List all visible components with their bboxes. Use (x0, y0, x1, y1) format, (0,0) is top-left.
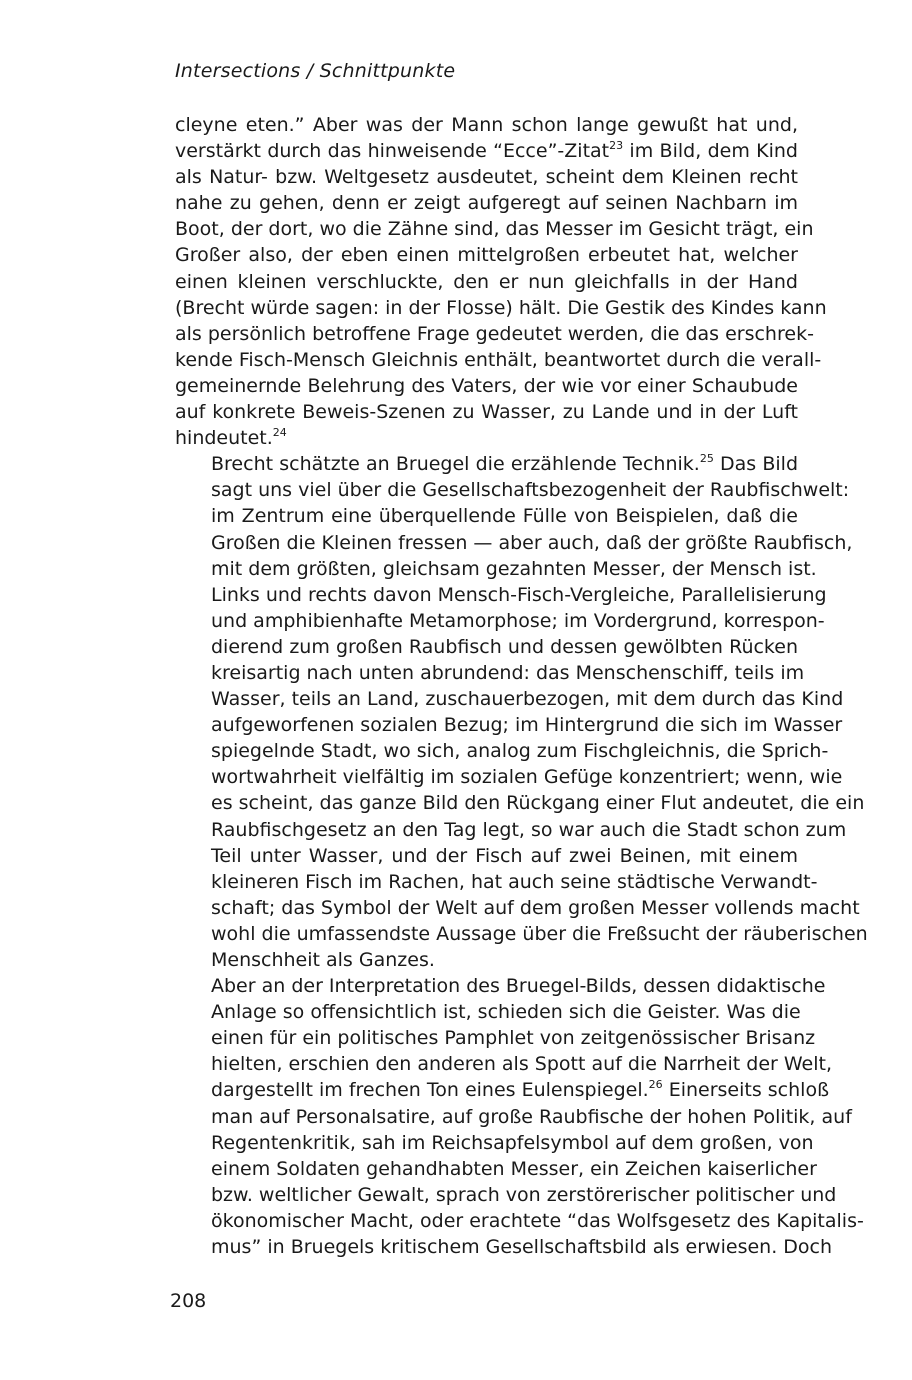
text-line (175, 921, 868, 947)
text-run: hielten, erschien den anderen als Spott auf die Narrheit der Welt, (211, 1053, 832, 1076)
text-run: im Zentrum eine überquellende Fülle von Beispielen, daß die (211, 505, 798, 528)
text-run: aufgeworfenen sozialen Bezug; im Hintergrund die sich im Wasser (211, 714, 843, 737)
text-line (175, 242, 798, 268)
text-run: Menschheit als Ganzes. (211, 949, 435, 971)
text-run: kreisartig nach unten abrundend: das Menschenschiff, teils im (211, 661, 805, 684)
text-line (175, 425, 798, 451)
text-line (175, 295, 827, 321)
text-line (175, 973, 826, 999)
text-line (175, 582, 827, 608)
text-line (175, 477, 850, 503)
text-run: kleineren Fisch im Rachen, hat auch seine städtische Verwandt- (211, 870, 818, 893)
text-line (175, 451, 798, 477)
text-run: gemeinernde Belehrung des Vaters, der wie vor einer Schaubude (175, 374, 798, 397)
text-run: als persönlich betroffene Frage gedeutet werden, die das erschrek- (175, 322, 814, 345)
text-run: cleyne eten.” Aber was der Mann schon lange gewußt hat und, (175, 114, 798, 136)
text-run: (Brecht würde sagen: in der Flosse) hält. Die Gestik des Kindes kann (175, 296, 827, 319)
text-line (175, 608, 825, 634)
text-line (175, 190, 798, 216)
text-line (175, 1130, 814, 1156)
footnote-ref: 24 (272, 425, 287, 439)
text-line (175, 347, 822, 373)
text-line (175, 738, 829, 764)
text-line (175, 556, 817, 582)
text-line (175, 1051, 832, 1077)
text-run: einem Soldaten gehandhabten Messer, ein Zeichen kaiserlicher (211, 1157, 817, 1180)
text-line (175, 503, 798, 529)
text-run: einen kleinen verschluckte, den er nun gleichfalls in der Hand (175, 270, 798, 293)
text-line (175, 1077, 830, 1103)
text-run: schaft; das Symbol der Welt auf dem großen Messer vollends macht (211, 896, 860, 919)
text-run: man auf Personalsatire, auf große Raubfische der hohen Politik, auf (211, 1105, 852, 1128)
text-run: ökonomischer Macht, oder erachtete “das Wolfsgesetz des Kapitalis- (211, 1209, 864, 1232)
text-run: Wasser, teils an Land, zuschauerbezogen, mit dem durch das Kind (211, 688, 844, 711)
text-run: Anlage so offensichtlich ist, schieden sich die Geister. Was die (211, 1001, 801, 1024)
text-run: Großer also, der eben einen mittelgroßen erbeutet hat, welcher (175, 244, 798, 267)
text-run: wortwahrheit vielfältig im sozialen Gefüge konzentriert; wenn, wie (211, 766, 843, 789)
text-line (175, 321, 814, 347)
text-line (175, 399, 798, 425)
text-run: spiegelnde Stadt, wo sich, analog zum Fischgleichnis, die Sprich- (211, 740, 829, 763)
text-run: Links und rechts davon Mensch-Fisch-Vergleiche, Parallelisierung (211, 583, 827, 606)
text-line (175, 1182, 837, 1208)
text-line (175, 1025, 816, 1051)
text-line (175, 999, 801, 1025)
text-run: Regentenkritik, sah im Reichsapfelsymbol auf dem großen, von (211, 1131, 814, 1154)
text-line (175, 895, 860, 921)
footnote-ref: 26 (648, 1078, 663, 1092)
text-run: und amphibienhafte Metamorphose; im Vordergrund, korrespon- (211, 609, 825, 632)
text-run: Aber an der Interpretation des Bruegel-Bilds, dessen didaktische (211, 975, 826, 998)
text-run: dargestellt im frechen Ton eines Eulenspiegel. (211, 1079, 649, 1102)
text-run: im Bild, dem Kind (623, 140, 798, 163)
text-run: wohl die umfassendste Aussage über die Freßsucht der räuberischen (211, 922, 868, 945)
text-line (175, 947, 798, 973)
text-line (175, 1234, 833, 1260)
text-line (175, 1104, 852, 1130)
text-run: hindeutet. (175, 427, 273, 450)
text-run: es scheint, das ganze Bild den Rückgang einer Flut andeutet, die ein (211, 792, 865, 815)
text-line (175, 530, 853, 556)
text-run: verstärkt durch das hinweisende “Ecce”-Zitat (175, 140, 610, 163)
footnote-ref: 25 (699, 451, 714, 465)
text-line (175, 660, 805, 686)
text-line (175, 764, 843, 790)
text-line (175, 686, 844, 712)
text-line (175, 373, 798, 399)
text-run: kende Fisch-Mensch Gleichnis enthält, beantwortet durch die verall- (175, 348, 822, 371)
text-run: mit dem größten, gleichsam gezahnten Messer, der Mensch ist. (211, 557, 817, 580)
text-line (175, 138, 798, 164)
text-run: als Natur- bzw. Weltgesetz ausdeutet, scheint dem Kleinen recht (175, 166, 798, 189)
text-line (175, 817, 847, 843)
text-run: Einerseits schloß (662, 1079, 830, 1102)
paragraph (175, 112, 827, 451)
text-line (175, 790, 865, 816)
text-run: Raubfischgesetz an den Tag legt, so war auch die Stadt schon zum (211, 818, 847, 841)
page-number: 208 (170, 1290, 207, 1312)
text-line (175, 843, 798, 869)
text-run: Boot, der dort, wo die Zähne sind, das Messer im Gesicht trägt, ein (175, 218, 814, 241)
text-run: sagt uns viel über die Gesellschaftsbezogenheit der Raubfischwelt: (211, 479, 850, 502)
text-run: auf konkrete Beweis-Szenen zu Wasser, zu Lande und in der Luft (175, 401, 798, 424)
text-line (175, 1156, 817, 1182)
text-line (175, 1208, 864, 1234)
text-run: nahe zu gehen, denn er zeigt aufgeregt auf seinen Nachbarn im (175, 192, 798, 215)
text-line (175, 712, 843, 738)
text-run: Brecht schätzte an Bruegel die erzählende Technik. (211, 453, 700, 476)
footnote-ref: 23 (609, 138, 624, 152)
running-head: Intersections / Schnittpunkte (175, 60, 456, 82)
text-line (175, 869, 818, 895)
text-run: Teil unter Wasser, und der Fisch auf zwei Beinen, mit einem (211, 844, 798, 867)
text-run: einen für ein politisches Pamphlet von zeitgenössischer Brisanz (211, 1027, 816, 1050)
text-run: bzw. weltlicher Gewalt, sprach von zerstörerischer politischer und (211, 1183, 837, 1206)
text-run: mus” in Bruegels kritischem Gesellschaftsbild als erwiesen. Doch (211, 1236, 833, 1259)
text-run: Das Bild (713, 453, 799, 476)
body-text (175, 112, 868, 1260)
paragraph (175, 973, 864, 1260)
text-line (175, 634, 798, 660)
paragraph (175, 451, 868, 973)
text-line (175, 216, 814, 242)
text-line (175, 164, 798, 190)
text-line (175, 112, 798, 138)
text-run: Großen die Kleinen fressen — aber auch, daß der größte Raubfisch, (211, 531, 853, 554)
text-run: dierend zum großen Raubfisch und dessen gewölbten Rücken (211, 635, 798, 658)
text-line (175, 269, 798, 295)
